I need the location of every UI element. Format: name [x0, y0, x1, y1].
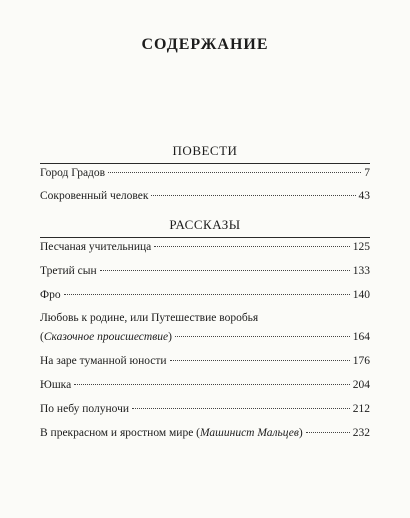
entry-title: Юшка [40, 379, 72, 391]
toc-entry [40, 329, 370, 345]
dot-leader [132, 408, 350, 409]
dot-leader [64, 294, 350, 295]
entry-page: 140 [352, 289, 370, 301]
entry-page: 212 [352, 403, 370, 415]
entry-title: Третий сын [40, 265, 97, 277]
toc-entry [40, 287, 370, 303]
toc-entry [40, 353, 370, 369]
toc-entry [40, 188, 370, 204]
entry-title: Город Градов [40, 167, 106, 179]
entry-title: Любовь к родине, или Путешествие воробья [40, 312, 259, 324]
entry-page: 232 [352, 427, 370, 439]
entry-page: 204 [352, 379, 370, 391]
contents-title: СОДЕРЖАНИЕ [141, 36, 269, 53]
entry-title: Сокровенный человек [40, 190, 149, 202]
dot-leader [170, 360, 350, 361]
dot-leader [175, 336, 350, 337]
dot-leader [108, 172, 361, 173]
entry-title: На заре туманной юности [40, 355, 167, 367]
toc-entry [40, 377, 370, 393]
entry-subtitle: (Сказочное происшествие) [40, 331, 172, 343]
section-heading-novellas: ПОВЕСТИ [172, 143, 238, 158]
entry-page: 164 [352, 331, 370, 343]
toc-entry [40, 239, 370, 255]
entry-title: Фро [40, 289, 61, 301]
entry-page: 43 [358, 190, 370, 202]
dot-leader [306, 432, 350, 433]
section-heading-stories: РАССКАЗЫ [169, 217, 241, 232]
entry-page: 125 [352, 241, 370, 253]
dot-leader [100, 270, 350, 271]
entry-title: Песчаная учительница [40, 241, 152, 253]
entry-page: 176 [352, 355, 370, 367]
section-rule [40, 237, 370, 238]
entry-page: 133 [352, 265, 370, 277]
toc-entry [40, 165, 370, 181]
entry-page: 7 [364, 167, 370, 179]
dot-leader [151, 195, 355, 196]
toc-entry [40, 401, 370, 417]
dot-leader [154, 246, 350, 247]
toc-entry [40, 263, 370, 279]
entry-title: В прекрасном и яростном мире (Машинист Мальцев) [40, 427, 303, 439]
entry-title: По небу полуночи [40, 403, 130, 415]
section-rule [40, 163, 370, 164]
toc-entry [40, 425, 370, 441]
dot-leader [74, 384, 350, 385]
